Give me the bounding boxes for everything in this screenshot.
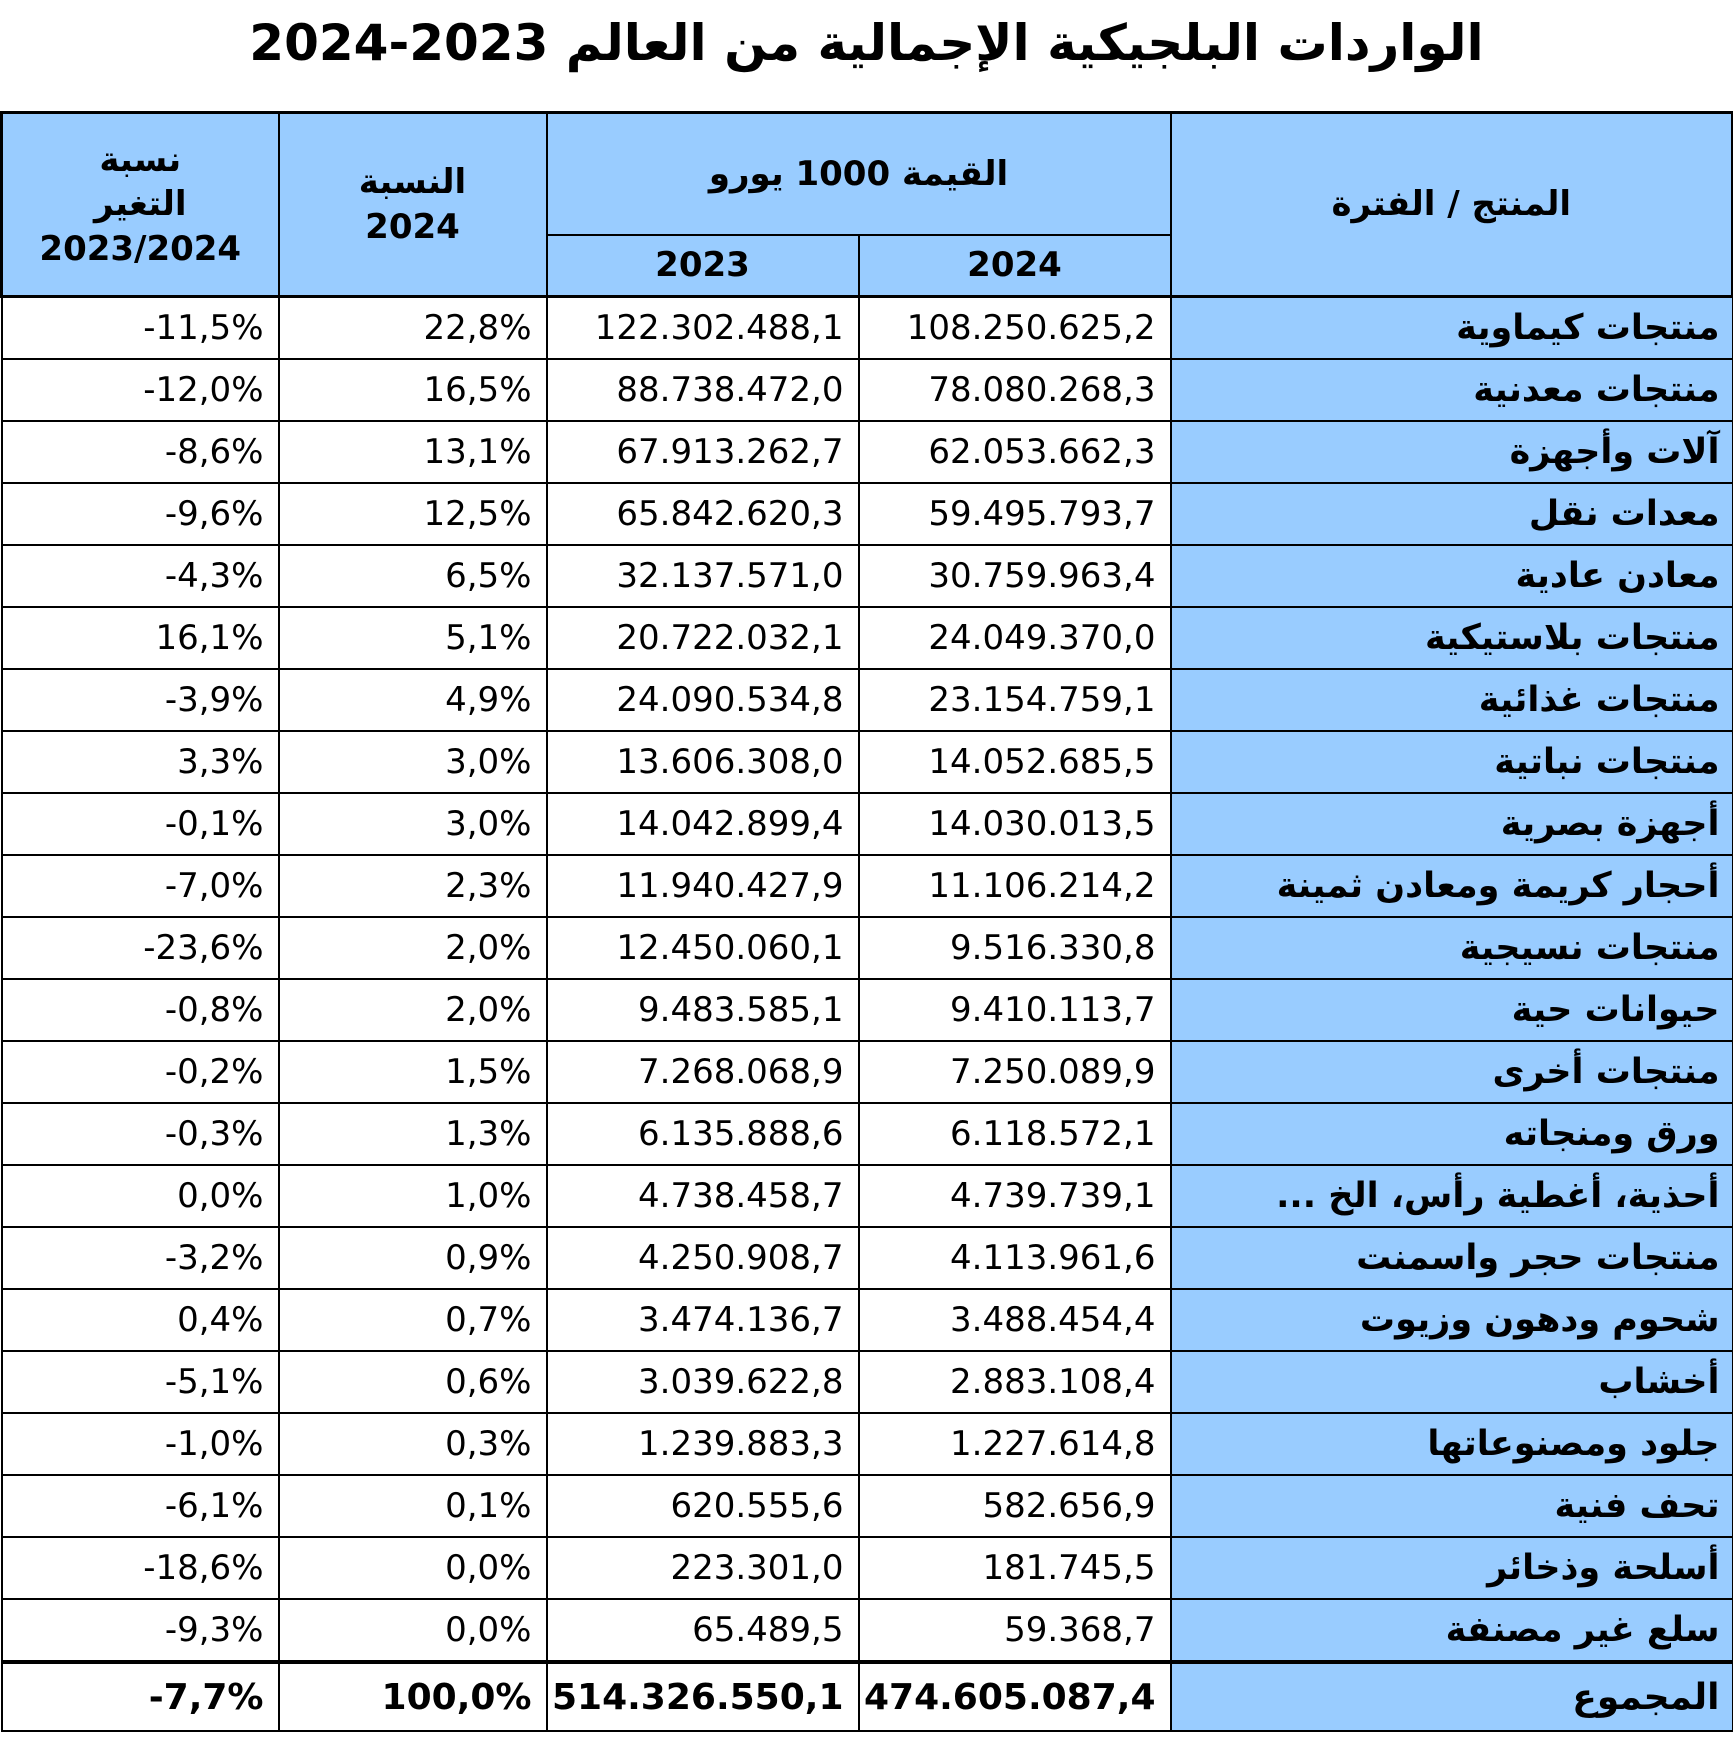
share-2024-cell: 22,8% <box>279 297 547 360</box>
header-product-period: المنتج / الفترة <box>1171 113 1733 297</box>
value-2023-cell: 12.450.060,1 <box>547 917 859 979</box>
share-2024-cell: 6,5% <box>279 545 547 607</box>
table-row <box>2 545 1733 607</box>
value-2024-cell: 4.739.739,1 <box>859 1165 1171 1227</box>
table-row <box>2 607 1733 669</box>
product-cell: منتجات نسيجية <box>1171 917 1733 979</box>
value-2023-cell: 67.913.262,7 <box>547 421 859 483</box>
change-cell: -7,0% <box>2 855 279 917</box>
header-change-line2: التغير <box>93 184 187 225</box>
share-2024-cell: 100,0% <box>279 1662 547 1731</box>
change-cell: -5,1% <box>2 1351 279 1413</box>
value-2024-cell: 11.106.214,2 <box>859 855 1171 917</box>
change-cell: -0,8% <box>2 979 279 1041</box>
value-2024-cell: 59.368,7 <box>859 1599 1171 1662</box>
change-cell: 0,0% <box>2 1165 279 1227</box>
header-change <box>2 113 279 297</box>
change-cell: 0,4% <box>2 1289 279 1351</box>
share-2024-cell: 4,9% <box>279 669 547 731</box>
value-2024-cell: 3.488.454,4 <box>859 1289 1171 1351</box>
product-cell: جلود ومصنوعاتها <box>1171 1413 1733 1475</box>
change-cell: 3,3% <box>2 731 279 793</box>
value-2024-cell: 108.250.625,2 <box>859 297 1171 360</box>
share-2024-cell: 12,5% <box>279 483 547 545</box>
value-2023-cell: 32.137.571,0 <box>547 545 859 607</box>
product-cell: سلع غير مصنفة <box>1171 1599 1733 1662</box>
product-cell: المجموع <box>1171 1662 1733 1731</box>
share-2024-cell: 2,3% <box>279 855 547 917</box>
change-cell: -3,2% <box>2 1227 279 1289</box>
value-2024-cell: 14.052.685,5 <box>859 731 1171 793</box>
value-2023-cell: 65.842.620,3 <box>547 483 859 545</box>
value-2024-cell: 181.745,5 <box>859 1537 1171 1599</box>
value-2023-cell: 7.268.068,9 <box>547 1041 859 1103</box>
value-2023-cell: 11.940.427,9 <box>547 855 859 917</box>
change-cell: -8,6% <box>2 421 279 483</box>
product-cell: أحذية، أغطية رأس، الخ ... <box>1171 1165 1733 1227</box>
share-2024-cell: 0,7% <box>279 1289 547 1351</box>
total-row <box>2 1662 1733 1731</box>
value-2023-cell: 1.239.883,3 <box>547 1413 859 1475</box>
value-2024-cell: 23.154.759,1 <box>859 669 1171 731</box>
table-row <box>2 1041 1733 1103</box>
change-cell: -11,5% <box>2 297 279 360</box>
value-2023-cell: 3.039.622,8 <box>547 1351 859 1413</box>
table-row <box>2 731 1733 793</box>
value-2023-cell: 620.555,6 <box>547 1475 859 1537</box>
table-row <box>2 669 1733 731</box>
value-2024-cell: 62.053.662,3 <box>859 421 1171 483</box>
change-cell: -1,0% <box>2 1413 279 1475</box>
value-2024-cell: 9.516.330,8 <box>859 917 1171 979</box>
value-2024-cell: 2.883.108,4 <box>859 1351 1171 1413</box>
product-cell: معادن عادية <box>1171 545 1733 607</box>
change-cell: -9,3% <box>2 1599 279 1662</box>
value-2023-cell: 514.326.550,1 <box>547 1662 859 1731</box>
table-row <box>2 1227 1733 1289</box>
share-2024-cell: 1,0% <box>279 1165 547 1227</box>
product-cell: معدات نقل <box>1171 483 1733 545</box>
table-row <box>2 359 1733 421</box>
value-2024-cell: 6.118.572,1 <box>859 1103 1171 1165</box>
change-cell: -12,0% <box>2 359 279 421</box>
product-cell: أجهزة بصرية <box>1171 793 1733 855</box>
product-cell: منتجات حجر واسمنت <box>1171 1227 1733 1289</box>
product-cell: تحف فنية <box>1171 1475 1733 1537</box>
product-cell: منتجات غذائية <box>1171 669 1733 731</box>
header-share-line2: 2024 <box>365 206 460 247</box>
value-2023-cell: 4.250.908,7 <box>547 1227 859 1289</box>
value-2023-cell: 3.474.136,7 <box>547 1289 859 1351</box>
table-row <box>2 1599 1733 1662</box>
table-row <box>2 483 1733 545</box>
table-row <box>2 1103 1733 1165</box>
table-row <box>2 1475 1733 1537</box>
table-row <box>2 1165 1733 1227</box>
product-cell: أسلحة وذخائر <box>1171 1537 1733 1599</box>
change-cell: -9,6% <box>2 483 279 545</box>
table-row <box>2 793 1733 855</box>
share-2024-cell: 1,5% <box>279 1041 547 1103</box>
value-2024-cell: 59.495.793,7 <box>859 483 1171 545</box>
change-cell: -0,1% <box>2 793 279 855</box>
product-cell: ورق ومنجاته <box>1171 1103 1733 1165</box>
share-2024-cell: 2,0% <box>279 979 547 1041</box>
change-cell: 16,1% <box>2 607 279 669</box>
value-2023-cell: 223.301,0 <box>547 1537 859 1599</box>
value-2023-cell: 24.090.534,8 <box>547 669 859 731</box>
value-2024-cell: 7.250.089,9 <box>859 1041 1171 1103</box>
table-row <box>2 1351 1733 1413</box>
change-cell: -23,6% <box>2 917 279 979</box>
table-row <box>2 917 1733 979</box>
value-2023-cell: 13.606.308,0 <box>547 731 859 793</box>
table-row <box>2 421 1733 483</box>
header-change-line3: 2023/2024 <box>39 228 242 269</box>
value-2024-cell: 14.030.013,5 <box>859 793 1171 855</box>
value-2024-cell: 24.049.370,0 <box>859 607 1171 669</box>
value-2023-cell: 65.489,5 <box>547 1599 859 1662</box>
product-cell: منتجات كيماوية <box>1171 297 1733 360</box>
header-share-line1: النسبة <box>358 162 467 203</box>
value-2023-cell: 88.738.472,0 <box>547 359 859 421</box>
share-2024-cell: 1,3% <box>279 1103 547 1165</box>
table-header <box>2 113 1733 297</box>
value-2024-cell: 4.113.961,6 <box>859 1227 1171 1289</box>
change-cell: -18,6% <box>2 1537 279 1599</box>
product-cell: منتجات معدنية <box>1171 359 1733 421</box>
product-cell: آلات وأجهزة <box>1171 421 1733 483</box>
header-year-2023: 2023 <box>547 235 859 297</box>
value-2023-cell: 122.302.488,1 <box>547 297 859 360</box>
value-2024-cell: 582.656,9 <box>859 1475 1171 1537</box>
value-2024-cell: 1.227.614,8 <box>859 1413 1171 1475</box>
share-2024-cell: 0,6% <box>279 1351 547 1413</box>
value-2024-cell: 30.759.963,4 <box>859 545 1171 607</box>
value-2023-cell: 20.722.032,1 <box>547 607 859 669</box>
value-2023-cell: 14.042.899,4 <box>547 793 859 855</box>
share-2024-cell: 0,3% <box>279 1413 547 1475</box>
product-cell: منتجات نباتية <box>1171 731 1733 793</box>
value-2024-cell: 9.410.113,7 <box>859 979 1171 1041</box>
value-2024-cell: 78.080.268,3 <box>859 359 1171 421</box>
imports-table <box>0 111 1733 1732</box>
change-cell: -6,1% <box>2 1475 279 1537</box>
header-value-group: القيمة 1000 يورو <box>547 113 1171 235</box>
table-row <box>2 979 1733 1041</box>
table-row <box>2 297 1733 360</box>
value-2023-cell: 6.135.888,6 <box>547 1103 859 1165</box>
product-cell: حيوانات حية <box>1171 979 1733 1041</box>
table-body <box>2 297 1733 1732</box>
change-cell: -7,7% <box>2 1662 279 1731</box>
change-cell: -4,3% <box>2 545 279 607</box>
product-cell: شحوم ودهون وزيوت <box>1171 1289 1733 1351</box>
share-2024-cell: 3,0% <box>279 731 547 793</box>
table-row <box>2 1413 1733 1475</box>
product-cell: أحجار كريمة ومعادن ثمينة <box>1171 855 1733 917</box>
share-2024-cell: 5,1% <box>279 607 547 669</box>
product-cell: منتجات بلاستيكية <box>1171 607 1733 669</box>
share-2024-cell: 0,1% <box>279 1475 547 1537</box>
product-cell: أخشاب <box>1171 1351 1733 1413</box>
header-year-2024: 2024 <box>859 235 1171 297</box>
table-row <box>2 855 1733 917</box>
header-change-line1: نسبة <box>99 140 182 181</box>
value-2023-cell: 9.483.585,1 <box>547 979 859 1041</box>
change-cell: -3,9% <box>2 669 279 731</box>
share-2024-cell: 0,0% <box>279 1599 547 1662</box>
share-2024-cell: 13,1% <box>279 421 547 483</box>
share-2024-cell: 3,0% <box>279 793 547 855</box>
value-2024-cell: 474.605.087,4 <box>859 1662 1171 1731</box>
value-2023-cell: 4.738.458,7 <box>547 1165 859 1227</box>
share-2024-cell: 16,5% <box>279 359 547 421</box>
share-2024-cell: 0,9% <box>279 1227 547 1289</box>
table-row <box>2 1289 1733 1351</box>
page-title: الواردات البلجيكية الإجمالية من العالم 2023-2024 <box>249 14 1484 72</box>
header-share <box>279 113 547 297</box>
change-cell: -0,3% <box>2 1103 279 1165</box>
table-row <box>2 1537 1733 1599</box>
product-cell: منتجات أخرى <box>1171 1041 1733 1103</box>
share-2024-cell: 2,0% <box>279 917 547 979</box>
share-2024-cell: 0,0% <box>279 1537 547 1599</box>
change-cell: -0,2% <box>2 1041 279 1103</box>
